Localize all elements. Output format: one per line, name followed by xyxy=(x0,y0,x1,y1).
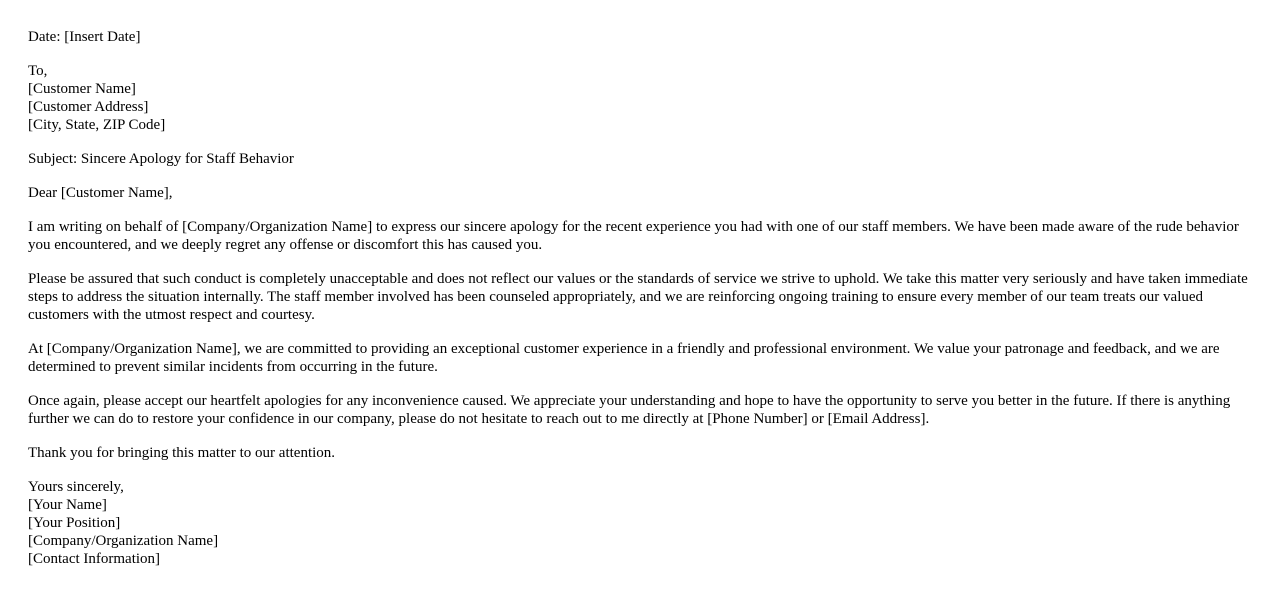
signer-company: [Company/Organization Name] xyxy=(28,533,219,549)
body-paragraph-1: I am writing on behalf of [Company/Organization Name] to express our sincere apology for the recent experience you had with one of our staff members. We have been made aware of the rude behavior you encountered, and we deeply regret any offense or discomfort this has caused you. xyxy=(28,219,1239,253)
body-paragraph-5: Thank you for bringing this matter to our attention. xyxy=(28,445,336,461)
subject-text: Subject: Sincere Apology for Staff Behavior xyxy=(28,151,294,167)
recipient-city-state-zip: [City, State, ZIP Code] xyxy=(28,117,166,133)
signer-position: [Your Position] xyxy=(28,515,121,531)
recipient-address-block xyxy=(28,62,1253,134)
greeting-text: Dear [Customer Name], xyxy=(28,185,173,201)
date-text: Date: [Insert Date] xyxy=(28,29,141,45)
date-line xyxy=(28,28,1253,46)
closing-valediction: Yours sincerely, xyxy=(28,479,124,495)
recipient-address: [Customer Address] xyxy=(28,99,149,115)
body-paragraph-4: Once again, please accept our heartfelt apologies for any inconvenience caused. We appreciate your understanding and hope to have the opportunity to serve you better in the future. If there is anything further we can do to restore your confidence in our company, please do not hesitate to reach out to me directly at [Phone Number] or [Email Address]. xyxy=(28,393,1231,427)
body-paragraph-3: At [Company/Organization Name], we are committed to providing an exceptional customer experience in a friendly and professional environment. We value your patronage and feedback, and we are determined to prevent similar incidents from occurring in the future. xyxy=(28,341,1220,375)
subject-line xyxy=(28,150,1253,168)
greeting xyxy=(28,184,1253,202)
recipient-name: [Customer Name] xyxy=(28,81,136,97)
signer-name: [Your Name] xyxy=(28,497,107,513)
body-paragraph-2: Please be assured that such conduct is completely unacceptable and does not reflect our values or the standards of service we strive to uphold. We take this matter very seriously and have taken immediate steps to address the situation internally. The staff member involved has been counseled appropriately, and we are reinforcing ongoing training to ensure every member of our team treats our valued customers with the utmost respect and courtesy. xyxy=(28,271,1248,323)
letter-document xyxy=(28,28,1253,584)
closing-signature-block xyxy=(28,478,1253,568)
recipient-to-label: To, xyxy=(28,63,48,79)
signer-contact: [Contact Information] xyxy=(28,551,161,567)
